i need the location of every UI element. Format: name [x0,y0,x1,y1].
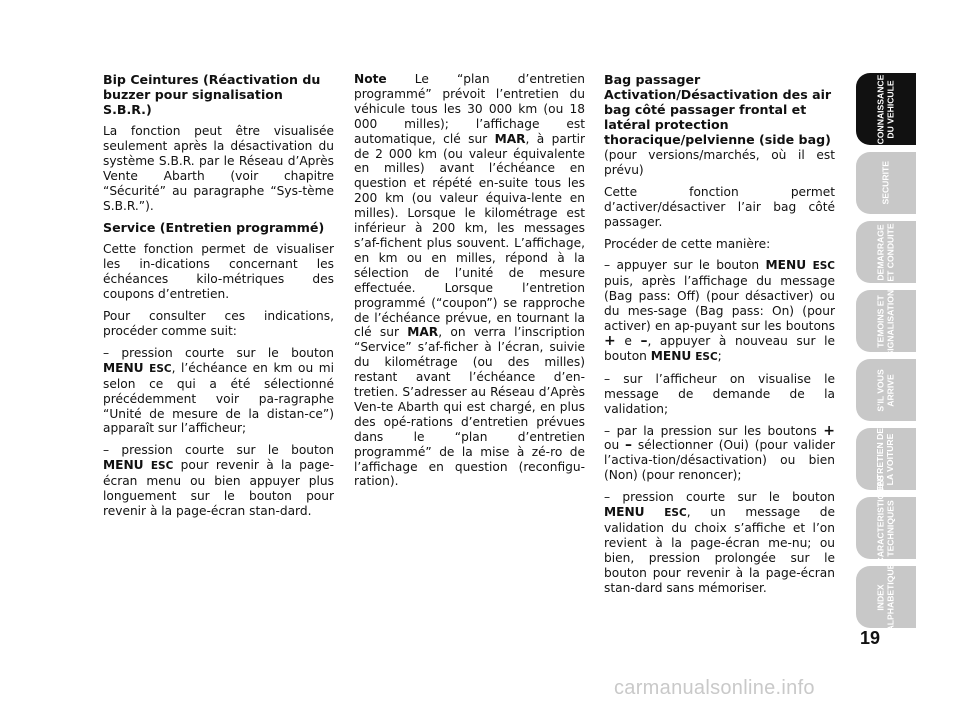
watermark: carmanualsonline.info [614,677,815,699]
tab-temoins-et-signalisations[interactable]: TEMOINS ET SIGNALISATIONS [856,290,916,352]
tab-demarrage-et-conduite[interactable]: DEMARRAGE ET CONDUITE [856,221,916,283]
note-paragraph: Note Le “plan d’entretien programmé” prévoit l’entretien du véhicule tous les 30 000 km (ou 18 000 milles); l’affichage est automatique, clé sur MAR, à partir de 2 000 km (ou valeur équivalente en milles) avant l’échéance en question et répété en-suite tous les 200 km (ou valeur équiva-lente en milles). Lorsque le kilométrage est inférieur à 200 km, les messages s’af-fichent plus souvent. L’affichage, en km ou en milles, répond à la sélection de l’unité de mesure effectuée. Lorsque l’entretion programmé (“coupon”) se rapproche de l’échéance prévue, en tournant la clé sur MAR, on verra l’inscription “Service” s’af-ficher à l’écran, suivie du kilométrage (ou des milles) restant avant l’échéance d’en-tretien. S’adresser au Réseau d’Après Ven-te Abarth qui est chargé, en plus des opé-rations d’entretien prévues dans le “plan d’entretien programmé” de la mise à zé-ro de l’affichage en question (reconfigu-ration). [354,72,586,489]
paragraph: (pour versions/marchés, où il est prévu) [604,148,835,177]
paragraph: – appuyer sur le bouton MENU ESC puis, après l’affichage du message (Bag pass: Off) (pour désactiver) ou du mes-sage (Bag pass: On) (pour activer) en ap-puyant sur les boutons + e –, appuyer à nouveau sur le bouton MENU ESC; [604,258,836,363]
paragraph: – pression courte sur le bouton MENU ESC, l’échéance en km ou mi selon ce qui a été sélectionné précédemment voir pa-ragraphe “Unité de mesure de la distan-ce”) apparaît sur l’afficheur; [103,345,334,436]
paragraph: La fonction peut être visualisée seulement après la désactivation du système S.B.R. par le Réseau d’Après Vente Abarth (voir chapitre “Sécurité” au paragraphe “Sys-tème S.B.R.”). [103,124,334,213]
heading-service: Service (Entretien programmé) [103,220,325,236]
paragraph: – par la pression sur les boutons + ou – sélectionner (Oui) (pour valider l’activa-tion/désactivation) ou bien (Non) (pour renoncer); [604,422,835,483]
paragraph: – pression courte sur le bouton MENU ESC, un message de validation du choix s’affiche et l’on revient à la page-écran me-nu; ou bien, pression prolongée sur le bouton pour revenir à la page-écran stan-dard sans mémoriser. [604,490,836,595]
paragraph: Pour consulter ces indications, procéder comme suit: [103,309,334,338]
tab-entretien-de-la-voiture[interactable]: ENTRETIEN DE LA VOITURE [856,428,916,490]
column-right [604,72,835,602]
column-left [103,72,334,526]
paragraph: Cette fonction permet de visualiser les in-dications concernant les échéances kilo-métriques des coupons d’entretien. [103,242,334,302]
page-number: 19 [859,628,881,648]
paragraph: – pression courte sur le bouton MENU ESC pour revenir à la page-écran menu ou bien appuyer plus longuement sur le bouton pour revenir à la page-écran stan-dard. [103,443,335,518]
paragraph: Procéder de cette manière: [604,236,771,251]
chapter-tabs [856,73,916,635]
heading-bag-passager: Bag passager Activation/Désactivation des air bag côté passager frontal et latéral protection thoracique/pelvienne (side bag) [604,72,832,147]
paragraph: Cette fonction permet d’activer/désactiver l’air bag côté passager. [604,184,835,229]
heading-bip-ceintures: Bip Ceintures (Réactivation du buzzer pour signalisation S.B.R.) [103,72,321,117]
tab-securite[interactable]: SECURITE [856,152,916,214]
tab-s-il-vous-arrive[interactable]: S’IL VOUS ARRIVE [856,359,916,421]
paragraph: – sur l’afficheur on visualise le message de demande de la validation; [604,371,835,416]
column-middle [354,72,585,496]
tab-index-alphabetique[interactable]: INDEX ALPHABETIQUE [856,566,916,628]
tab-connaissance-du-vehicule[interactable]: CONNAISSANCE DU VEHICULE [856,73,916,145]
tab-caracteristiques-techniques[interactable]: CARACTERISTIQUES TECHNIQUES [856,497,916,559]
